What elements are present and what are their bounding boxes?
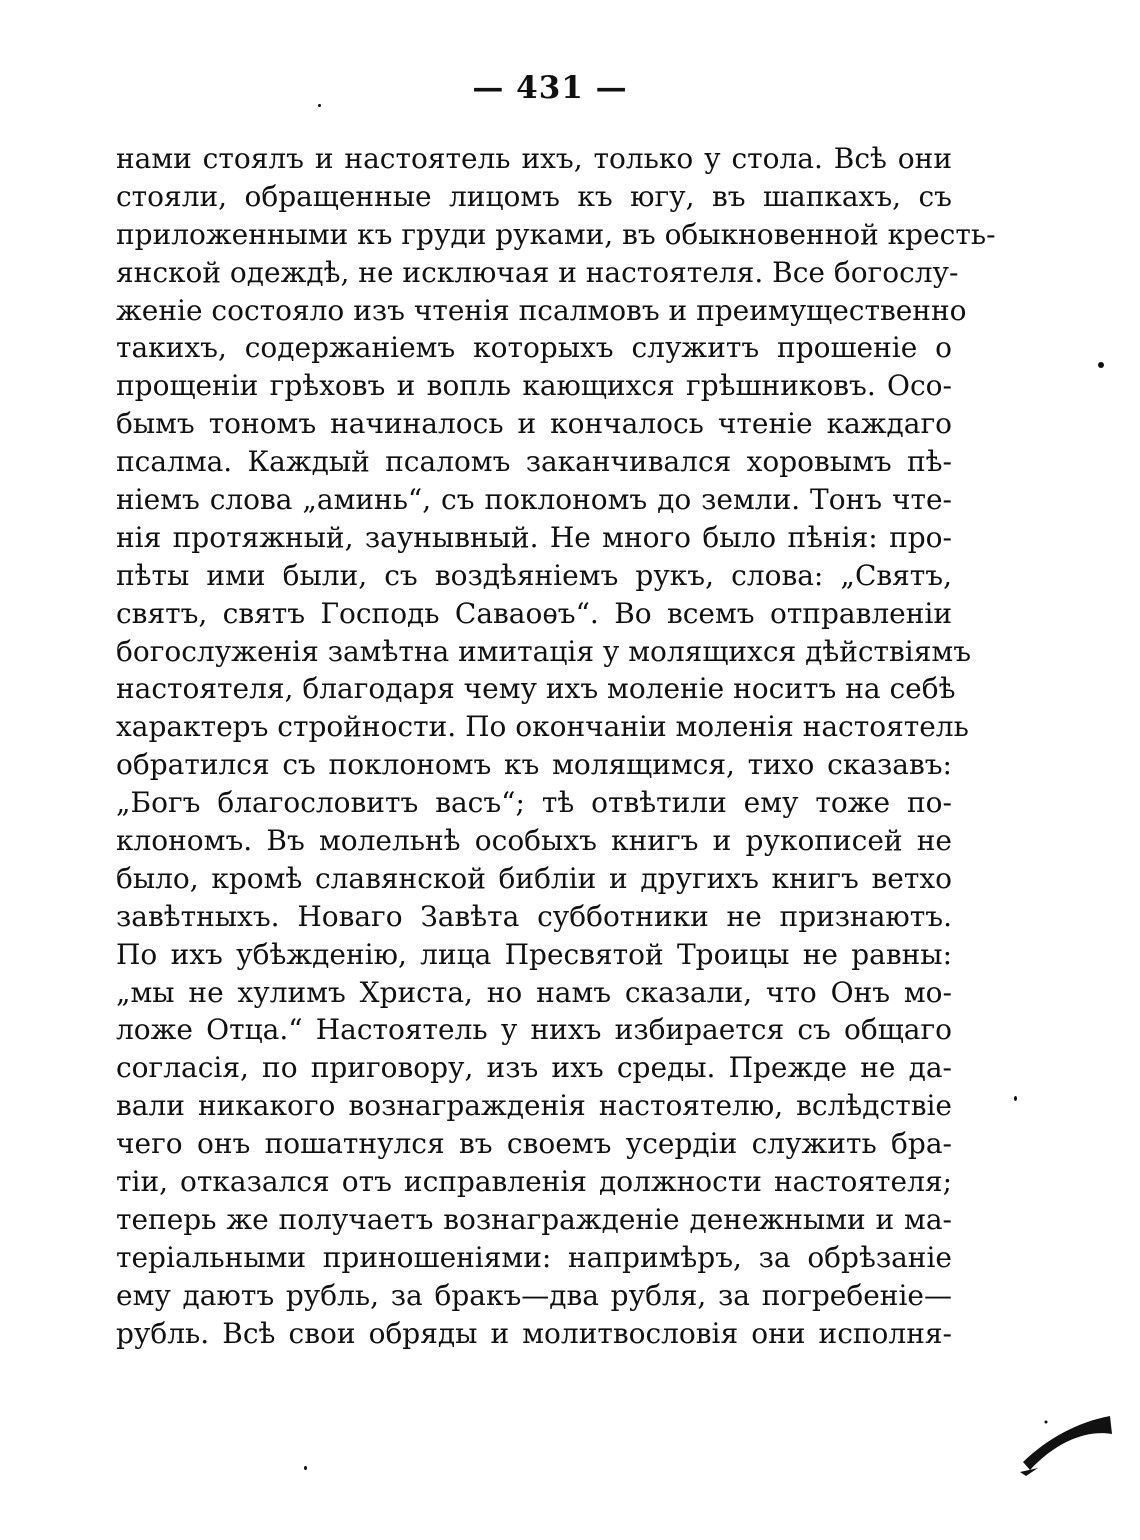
text-line: ніемъ слова „аминь“, съ поклономъ до земли. Тонъ чте-: [116, 483, 952, 517]
text-line: согласія, по приговору, изъ ихъ среды. Прежде не да-: [116, 1051, 952, 1085]
text-line: По ихъ убѣжденію, лица Пресвятой Троицы не равны:: [116, 937, 952, 971]
text-line: приложенными къ груди руками, въ обыкновенной кресть-: [116, 217, 996, 251]
text-line: теріальными приношеніями: напримѣръ, за обрѣзаніе: [116, 1240, 952, 1274]
text-line: чего онъ пошатнулся въ своемъ усердіи служить бра-: [116, 1127, 952, 1161]
text-line: псалма. Каждый псаломъ заканчивался хоровымъ пѣ-: [116, 445, 952, 479]
text-line: пѣты ими были, съ воздѣяніемъ рукъ, слова: „Святъ,: [116, 558, 952, 592]
text-line: нами стоялъ и настоятель ихъ, только у стола. Всѣ они: [116, 142, 952, 175]
ink-smudge-mark: [1018, 1410, 1118, 1480]
text-line: прощеніи грѣховъ и вопль кающихся грѣшниковъ. Осо-: [116, 369, 952, 403]
scan-speck: [1014, 1096, 1017, 1101]
text-line: рубль. Всѣ свои обряды и молитвословія они исполня-: [116, 1316, 952, 1350]
text-line: было, кромѣ славянской библіи и другихъ книгъ ветхо: [116, 861, 952, 895]
text-line: тіи, отказался отъ исправленія должности настоятеля;: [116, 1165, 952, 1199]
page-number: — 431 —: [472, 70, 628, 106]
text-line: „мы не хулимъ Христа, но намъ сказали, что Онъ мо-: [116, 975, 952, 1009]
text-line: вали никакого вознагражденія настоятелю, вслѣдствіе: [116, 1089, 952, 1123]
text-line: теперь же получаетъ вознагражденіе денежными и ма-: [116, 1202, 952, 1236]
text-line: характеръ стройности. По окончаніи моленія настоятель: [116, 710, 969, 744]
text-line: бымъ тономъ начиналось и кончалось чтеніе каждаго: [116, 407, 952, 441]
scan-speck: [1098, 362, 1104, 368]
text-line: такихъ, содержаніемъ которыхъ служитъ прошеніе о: [116, 331, 952, 365]
text-line: женіе состояло изъ чтенія псалмовъ и преимущественно: [116, 293, 967, 327]
text-line: святъ, святъ Господь Саваоѳъ“. Во всемъ отправленіи: [116, 596, 952, 630]
text-line: богослуженія замѣтна имитація у молящихся дѣйствіямъ: [116, 634, 972, 668]
scan-speck: [304, 1466, 307, 1470]
scan-speck: [318, 104, 321, 107]
text-line: стояли, обращенные лицомъ къ югу, въ шапкахъ, съ: [116, 179, 952, 213]
text-line: ему даютъ рубль, за бракъ—два рубля, за погребеніе—: [116, 1278, 952, 1312]
text-line: обратился съ поклономъ къ молящимся, тихо сказавъ:: [116, 748, 952, 782]
body-text: [116, 140, 996, 1353]
text-line: „Богъ благословитъ васъ“; тѣ отвѣтили ему тоже по-: [116, 786, 952, 820]
text-line: завѣтныхъ. Новаго Завѣта субботники не признаютъ.: [116, 899, 952, 933]
text-line: настоятеля, благодаря чему ихъ моленіе носитъ на себѣ: [116, 672, 956, 706]
text-line: ложе Отца.“ Настоятель у нихъ избирается съ общаго: [116, 1013, 952, 1047]
text-line: нія протяжный, заунывный. Не много было пѣнія: про-: [116, 520, 952, 554]
text-line: янской одеждѣ, не исключая и настоятеля. Все богослу-: [116, 255, 959, 289]
text-line: клономъ. Въ молельнѣ особыхъ книгъ и рукописей не: [116, 824, 952, 858]
